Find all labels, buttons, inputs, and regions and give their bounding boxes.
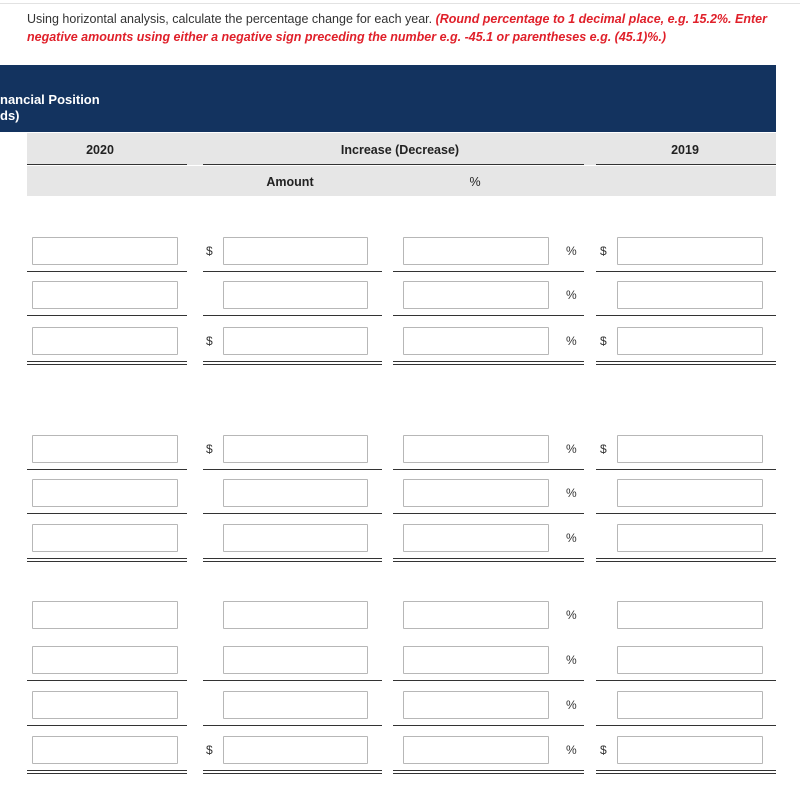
row-double-underline xyxy=(203,364,382,365)
row-double-underline xyxy=(393,773,584,774)
header-rule-2020 xyxy=(27,164,187,165)
input-2019[interactable] xyxy=(617,646,763,674)
input-2020[interactable] xyxy=(32,237,178,265)
input-2019[interactable] xyxy=(617,237,763,265)
header-rule-2019 xyxy=(596,164,776,165)
row-double-underline xyxy=(203,773,382,774)
input-increase-amount[interactable] xyxy=(223,281,368,309)
row-underline xyxy=(596,271,776,272)
input-2020[interactable] xyxy=(32,479,178,507)
statement-title-banner xyxy=(0,65,776,132)
input-2020[interactable] xyxy=(32,327,178,355)
subheader-amount: Amount xyxy=(266,175,314,189)
row-underline xyxy=(393,469,584,470)
row-underline xyxy=(203,469,382,470)
banner-title-line2: ds) xyxy=(0,108,20,123)
row-underline xyxy=(203,558,382,559)
input-2020[interactable] xyxy=(32,435,178,463)
input-2019[interactable] xyxy=(617,691,763,719)
row-underline xyxy=(27,271,187,272)
input-2019[interactable] xyxy=(617,479,763,507)
input-increase-percent[interactable] xyxy=(403,237,549,265)
input-2019[interactable] xyxy=(617,435,763,463)
row-underline xyxy=(27,469,187,470)
row-underline xyxy=(203,770,382,771)
row-double-underline xyxy=(203,561,382,562)
dollar-sign: $ xyxy=(206,442,213,456)
dollar-sign: $ xyxy=(206,244,213,258)
row-underline xyxy=(27,680,187,681)
percent-sign: % xyxy=(566,531,577,545)
input-2020[interactable] xyxy=(32,691,178,719)
dollar-sign: $ xyxy=(600,244,607,258)
input-increase-amount[interactable] xyxy=(223,479,368,507)
input-increase-amount[interactable] xyxy=(223,601,368,629)
row-underline xyxy=(203,361,382,362)
input-2020[interactable] xyxy=(32,524,178,552)
instructions-text: Using horizontal analysis, calculate the percentage change for each year. xyxy=(27,12,436,26)
row-double-underline xyxy=(393,364,584,365)
percent-sign: % xyxy=(566,743,577,757)
input-2019[interactable] xyxy=(617,281,763,309)
row-double-underline xyxy=(596,561,776,562)
input-increase-percent[interactable] xyxy=(403,691,549,719)
row-underline xyxy=(27,558,187,559)
row-double-underline xyxy=(596,773,776,774)
dollar-sign: $ xyxy=(206,743,213,757)
input-2020[interactable] xyxy=(32,736,178,764)
percent-sign: % xyxy=(566,334,577,348)
row-double-underline xyxy=(27,364,187,365)
row-underline xyxy=(596,558,776,559)
row-underline xyxy=(27,725,187,726)
header-rule-increase xyxy=(203,164,584,165)
row-underline xyxy=(393,725,584,726)
row-underline xyxy=(27,770,187,771)
row-underline xyxy=(27,315,187,316)
percent-sign: % xyxy=(566,442,577,456)
row-underline xyxy=(393,680,584,681)
input-increase-amount[interactable] xyxy=(223,524,368,552)
row-underline xyxy=(203,513,382,514)
percent-sign: % xyxy=(566,244,577,258)
input-increase-amount[interactable] xyxy=(223,691,368,719)
input-increase-percent[interactable] xyxy=(403,524,549,552)
row-underline xyxy=(596,725,776,726)
row-underline xyxy=(596,361,776,362)
percent-sign: % xyxy=(566,288,577,302)
row-underline xyxy=(393,271,584,272)
input-increase-amount[interactable] xyxy=(223,237,368,265)
input-increase-amount[interactable] xyxy=(223,646,368,674)
row-underline xyxy=(596,469,776,470)
column-header-2020: 2020 xyxy=(86,143,114,157)
row-underline xyxy=(27,361,187,362)
input-2019[interactable] xyxy=(617,736,763,764)
input-increase-amount[interactable] xyxy=(223,327,368,355)
input-2020[interactable] xyxy=(32,601,178,629)
percent-sign: % xyxy=(566,653,577,667)
row-underline xyxy=(393,513,584,514)
row-double-underline xyxy=(27,773,187,774)
dollar-sign: $ xyxy=(600,334,607,348)
percent-sign: % xyxy=(566,608,577,622)
dollar-sign: $ xyxy=(600,442,607,456)
row-underline xyxy=(596,680,776,681)
row-underline xyxy=(393,361,584,362)
input-increase-percent[interactable] xyxy=(403,327,549,355)
dollar-sign: $ xyxy=(600,743,607,757)
subheader-percent: % xyxy=(469,175,481,189)
column-header-2019: 2019 xyxy=(671,143,699,157)
input-increase-percent[interactable] xyxy=(403,736,549,764)
input-2019[interactable] xyxy=(617,524,763,552)
row-underline xyxy=(203,271,382,272)
row-underline xyxy=(203,725,382,726)
input-2019[interactable] xyxy=(617,601,763,629)
row-double-underline xyxy=(393,561,584,562)
top-frame-line xyxy=(0,3,800,4)
input-increase-percent[interactable] xyxy=(403,435,549,463)
row-underline xyxy=(596,513,776,514)
input-increase-percent[interactable] xyxy=(403,601,549,629)
row-underline xyxy=(393,770,584,771)
header-band-subheaders xyxy=(27,166,776,196)
row-underline xyxy=(27,513,187,514)
input-increase-percent[interactable] xyxy=(403,281,549,309)
column-header-increase-decrease: Increase (Decrease) xyxy=(340,143,460,157)
row-underline xyxy=(596,770,776,771)
input-increase-percent[interactable] xyxy=(403,646,549,674)
input-increase-amount[interactable] xyxy=(223,736,368,764)
instructions-emphasis: (Round percentage to 1 decimal place, e.g. 15.2%. Enter negative amounts using either a negative sign preceding the number e.g. -45.1 or parentheses e.g. (45.1)%.) xyxy=(27,12,767,44)
input-2020[interactable] xyxy=(32,646,178,674)
dollar-sign: $ xyxy=(206,334,213,348)
row-underline xyxy=(393,315,584,316)
row-underline xyxy=(203,315,382,316)
input-2019[interactable] xyxy=(617,327,763,355)
instructions xyxy=(27,10,787,46)
input-increase-percent[interactable] xyxy=(403,479,549,507)
banner-title-line1: nancial Position xyxy=(0,92,100,107)
row-underline xyxy=(203,680,382,681)
percent-sign: % xyxy=(566,698,577,712)
row-underline xyxy=(596,315,776,316)
row-underline xyxy=(393,558,584,559)
input-increase-amount[interactable] xyxy=(223,435,368,463)
percent-sign: % xyxy=(566,486,577,500)
input-2020[interactable] xyxy=(32,281,178,309)
row-double-underline xyxy=(27,561,187,562)
row-double-underline xyxy=(596,364,776,365)
